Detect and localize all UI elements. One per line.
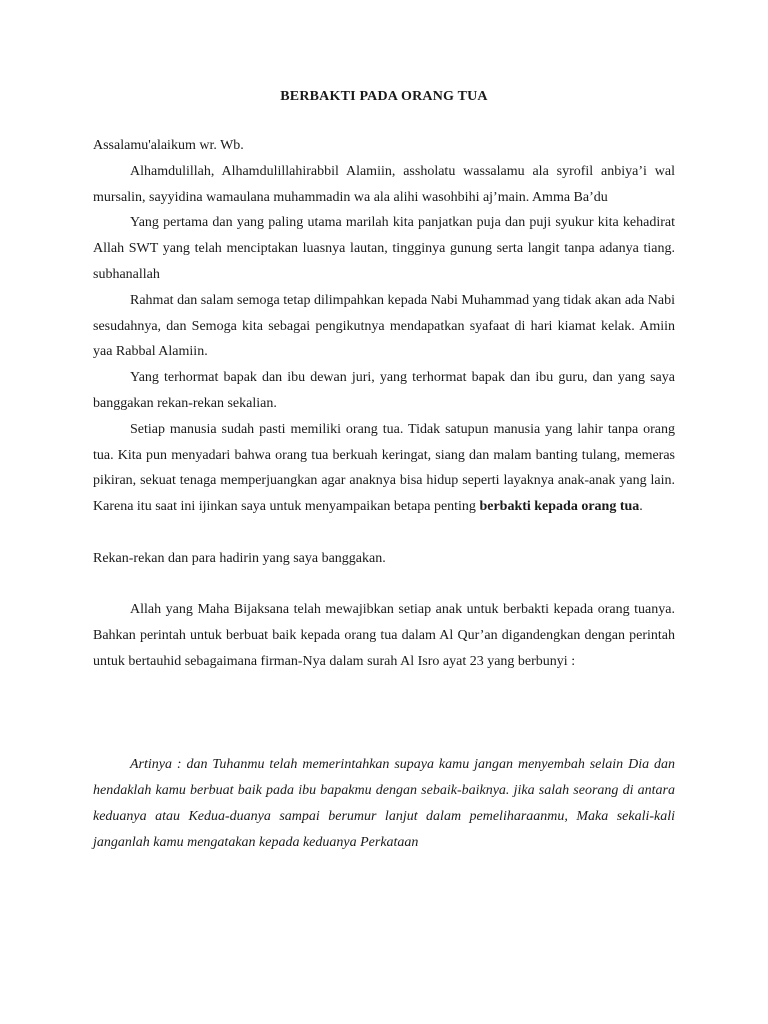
verse-translation-paragraph: Artinya : dan Tuhanmu telah memerintahkan supaya kamu jangan menyembah selain Dia dan hendaklah kamu berbuat baik pada ibu bapakmu dengan sebaik-baiknya. jika salah seorang di antara keduanya atau Kedua-duanya sampai berumur lanjut dalam pemeliharaanmu, Maka sekali-kali janganlah kamu mengatakan kepada keduanya Perkataan <box>93 757 675 850</box>
audience-paragraph: Rekan-rekan dan para hadirin yang saya banggakan. <box>93 550 386 566</box>
salutation-paragraph: Rahmat dan salam semoga tetap dilimpahkan kepada Nabi Muhammad yang tidak akan ada Nabi sesudahnya, dan Semoga kita sebagai pengikutnya mendapatkan syafaat di hari kiamat kelak. Amiin yaa Rabbal Alamiin. <box>93 292 675 360</box>
obligation-paragraph: Allah yang Maha Bijaksana telah mewajibkan setiap anak untuk berbakti kepada orang tuanya. Bahkan perintah untuk berbuat baik kepada orang tua dalam Al Qur’an digandengkan dengan perintah untuk bertauhid sebagaimana firman-Nya dalam surah Al Isro ayat 23 yang berbunyi : <box>93 602 675 669</box>
parents-paragraph <box>93 417 675 520</box>
parents-text-end: . <box>639 499 643 515</box>
document-body <box>93 133 675 855</box>
topic-emphasis: berbakti kepada orang tua <box>479 499 640 515</box>
document-title: BERBAKTI PADA ORANG TUA <box>280 89 488 104</box>
parents-text: Setiap manusia sudah pasti memiliki orang tua. Tidak satupun manusia yang lahir tanpa orang tua. Kita pun menyadari bahwa orang tua berkuah keringat, siang dan malam banting tulang, memeras pikiran, sekuat tenaga memperjuangkan agar anaknya bisa hidup seperti layaknya anak-anak yang lain. Karena itu saat ini ijinkan saya untuk menyampaikan betapa penting <box>93 421 675 515</box>
opening-paragraph: Alhamdulillah, Alhamdulillahirabbil Alamiin, assholatu wassalamu ala syrofil anbiya’i wal mursalin, sayyidina wamaulana muhammadin wa ala alihi wasohbihi aj’main. Amma Ba’du <box>93 163 675 205</box>
greeting-paragraph: Assalamu'alaikum wr. Wb. <box>93 138 244 153</box>
respects-paragraph: Yang terhormat bapak dan ibu dewan juri, yang terhormat bapak dan ibu guru, dan yang saya banggakan rekan-rekan sekalian. <box>93 370 675 411</box>
praise-paragraph: Yang pertama dan yang paling utama marilah kita panjatkan puja dan puji syukur kita kehadirat Allah SWT yang telah menciptakan luasnya lautan, tingginya gunung serta langit tanpa adanya tiang. subhanallah <box>93 215 675 282</box>
